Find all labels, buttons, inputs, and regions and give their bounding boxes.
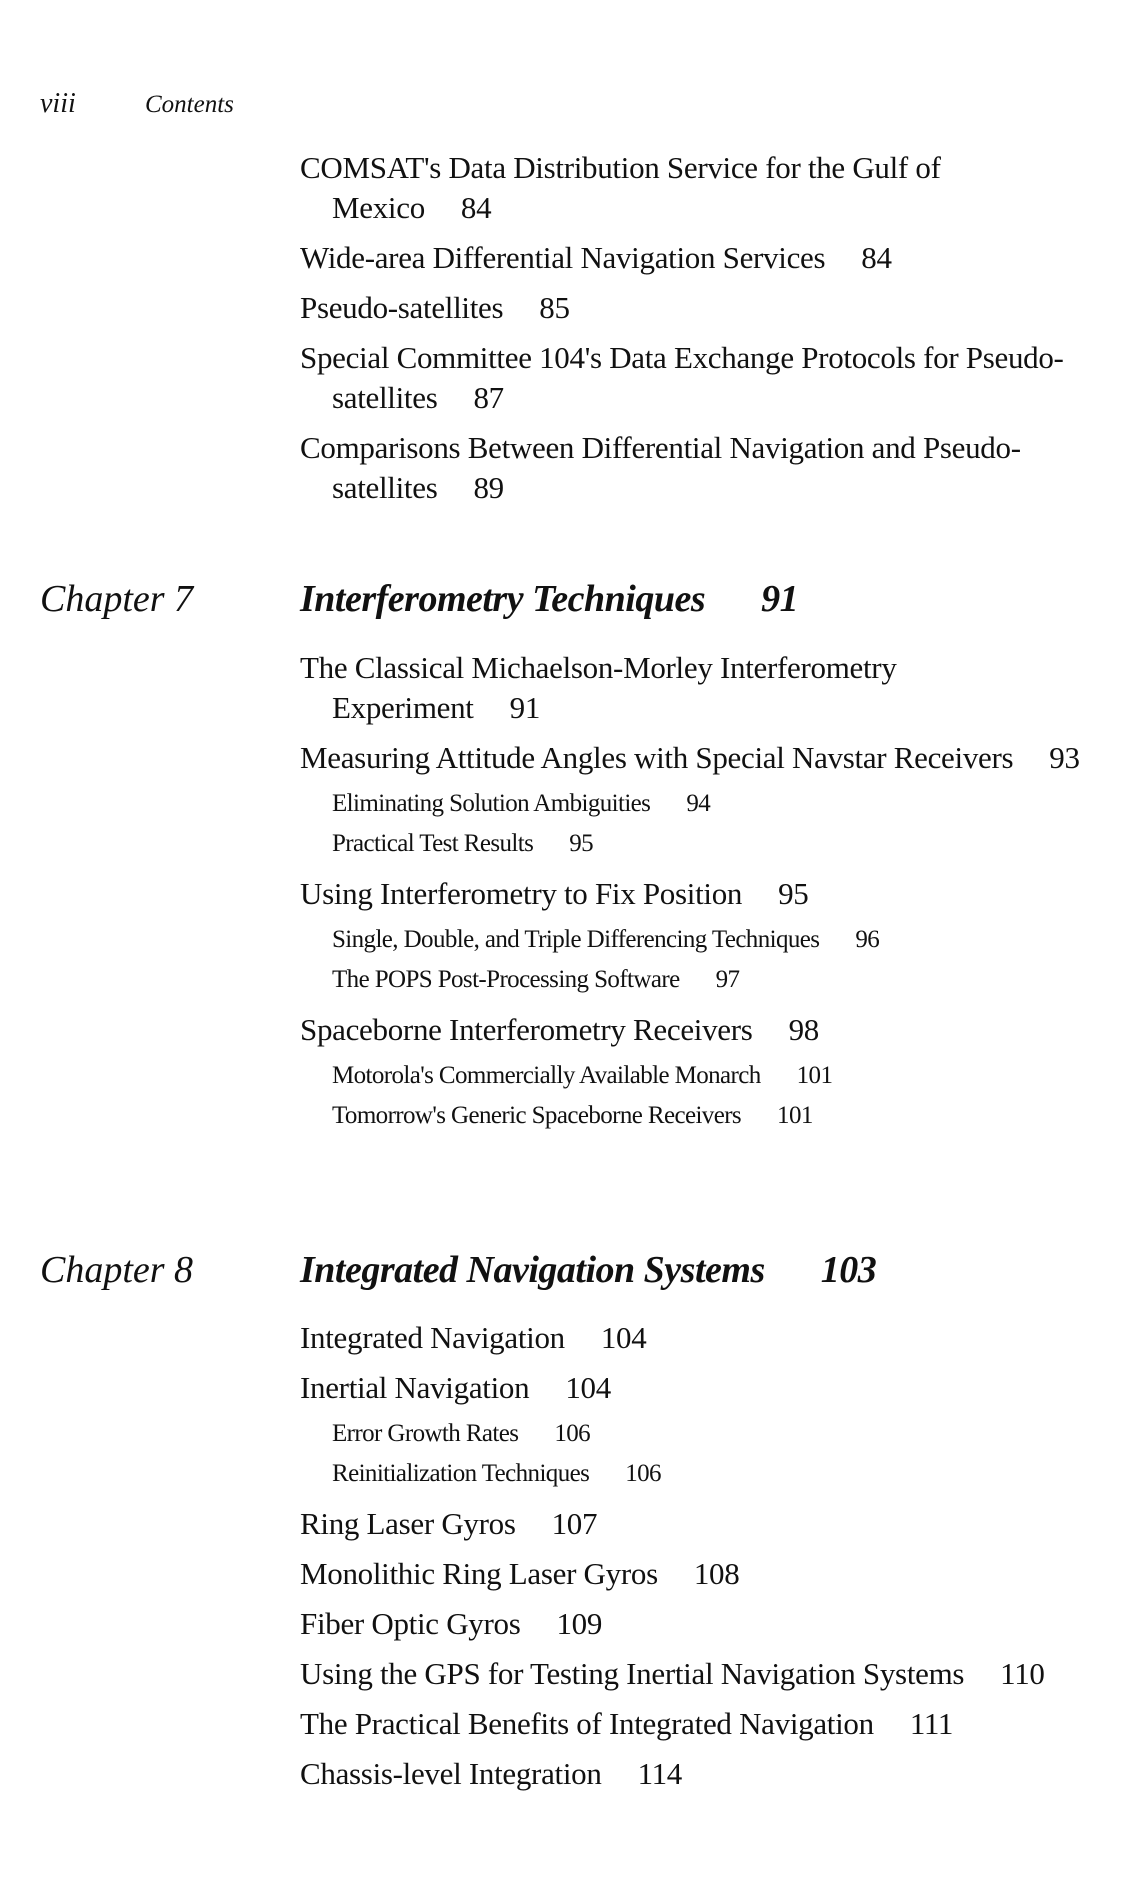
entry-title: Single, Double, and Triple Differencing Techniques — [332, 926, 820, 953]
toc-entry — [300, 738, 1100, 778]
entry-page-number: 114 — [637, 1756, 683, 1791]
entry-title: Inertial Navigation — [300, 1370, 530, 1405]
chapter-page-number: 103 — [820, 1249, 877, 1291]
toc-list-continued — [300, 148, 1100, 508]
entry-title: Special Committee 104's Data Exchange Protocols for Pseudo-satellites — [300, 340, 1064, 415]
entry-page-number: 95 — [778, 876, 809, 911]
toc-subentry — [300, 1096, 1100, 1136]
entry-page-number: 109 — [556, 1606, 603, 1641]
toc-list-chapter-7 — [300, 648, 1100, 1136]
entry-page-number: 85 — [539, 290, 570, 325]
entry-title: Eliminating Solution Ambiguities — [332, 790, 651, 817]
toc-entry — [300, 1368, 1100, 1408]
entry-page-number: 106 — [625, 1460, 661, 1487]
toc-entry — [300, 1554, 1100, 1594]
entry-page-number: 110 — [1000, 1656, 1045, 1691]
chapter-heading — [40, 1248, 1100, 1292]
chapter-title-text: Interferometry Techniques — [300, 578, 706, 620]
entry-page-number: 94 — [686, 790, 711, 817]
entry-page-number: 101 — [796, 1062, 833, 1089]
entry-page-number: 93 — [1049, 740, 1080, 775]
entry-title: Using Interferometry to Fix Position — [300, 876, 743, 911]
entry-title: Using the GPS for Testing Inertial Navigation Systems — [300, 1656, 965, 1691]
toc-entry — [300, 238, 1100, 278]
entry-title: Comparisons Between Differential Navigation and Pseudo-satellites — [300, 430, 1021, 505]
entry-title: The Classical Michaelson-Morley Interferometry Experiment — [300, 650, 897, 725]
entry-title: Wide-area Differential Navigation Services — [300, 240, 826, 275]
toc-entry — [300, 428, 1100, 508]
toc-entry — [300, 648, 1100, 728]
entry-title: The POPS Post-Processing Software — [332, 966, 680, 993]
entry-title: Motorola's Commercially Available Monarch — [332, 1062, 761, 1089]
entry-title: Practical Test Results — [332, 830, 534, 857]
toc-entry — [300, 1754, 1100, 1794]
entry-title: The Practical Benefits of Integrated Navigation — [300, 1706, 874, 1741]
toc-entry — [300, 338, 1100, 418]
entry-title: Pseudo-satellites — [300, 290, 504, 325]
toc-entry — [300, 1010, 1100, 1050]
toc-subentry — [300, 1454, 1100, 1494]
page-folio: viii — [40, 88, 76, 119]
entry-page-number: 95 — [569, 830, 594, 857]
entry-page-number: 89 — [473, 470, 504, 505]
entry-title: Integrated Navigation — [300, 1320, 565, 1355]
toc-subentry — [300, 784, 1100, 824]
toc-subentry — [300, 960, 1100, 1000]
chapter-heading — [40, 577, 1100, 621]
entry-page-number: 108 — [693, 1556, 740, 1591]
toc-subentry — [300, 1056, 1100, 1096]
entry-title: Measuring Attitude Angles with Special Navstar Receivers — [300, 740, 1014, 775]
chapter-label: Chapter 7 — [40, 578, 194, 620]
entry-title: Chassis-level Integration — [300, 1756, 602, 1791]
entry-page-number: 104 — [600, 1320, 647, 1355]
entry-title: Fiber Optic Gyros — [300, 1606, 521, 1641]
entry-title: Reinitialization Techniques — [332, 1460, 590, 1487]
chapter-label: Chapter 8 — [40, 1249, 194, 1291]
chapter-title — [300, 577, 798, 621]
toc-entry — [300, 148, 1100, 228]
toc-entry — [300, 1654, 1100, 1694]
entry-page-number: 84 — [861, 240, 892, 275]
entry-page-number: 97 — [715, 966, 740, 993]
chapter-page-number: 91 — [761, 578, 799, 620]
entry-page-number: 101 — [777, 1102, 813, 1129]
entry-page-number: 96 — [855, 926, 880, 953]
entry-title: Tomorrow's Generic Spaceborne Receivers — [332, 1102, 742, 1129]
toc-entry — [300, 1604, 1100, 1644]
running-title: Contents — [145, 91, 234, 118]
entry-title: Monolithic Ring Laser Gyros — [300, 1556, 658, 1591]
entry-title: Ring Laser Gyros — [300, 1506, 516, 1541]
toc-entry — [300, 1318, 1100, 1358]
entry-page-number: 111 — [909, 1706, 954, 1741]
toc-subentry — [300, 920, 1100, 960]
chapter-title — [300, 1248, 876, 1292]
entry-title: COMSAT's Data Distribution Service for the Gulf of Mexico — [300, 150, 941, 225]
entry-page-number: 98 — [788, 1012, 819, 1047]
entry-page-number: 106 — [554, 1420, 591, 1447]
toc-entry — [300, 288, 1100, 328]
entry-page-number: 84 — [460, 190, 492, 225]
entry-page-number: 104 — [565, 1370, 611, 1405]
toc-subentry — [300, 824, 1100, 864]
toc-entry — [300, 1704, 1100, 1744]
entry-title: Spaceborne Interferometry Receivers — [300, 1012, 753, 1047]
entry-title: Error Growth Rates — [332, 1420, 519, 1447]
entry-page-number: 107 — [551, 1506, 598, 1541]
toc-entry — [300, 874, 1100, 914]
toc-list-chapter-8 — [300, 1318, 1100, 1794]
toc-entry — [300, 1504, 1100, 1544]
entry-page-number: 91 — [509, 690, 541, 725]
entry-page-number: 87 — [473, 380, 504, 415]
toc-subentry — [300, 1414, 1100, 1454]
running-head — [40, 88, 234, 120]
chapter-title-text: Integrated Navigation Systems — [300, 1249, 765, 1291]
